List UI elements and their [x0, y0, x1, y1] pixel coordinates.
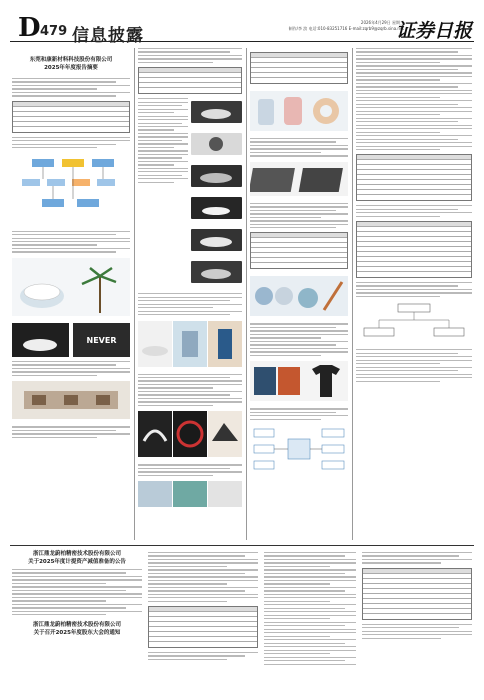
- newspaper-logo: 证券日报: [395, 20, 472, 42]
- product-photo: [191, 101, 242, 123]
- text-block: [148, 552, 258, 602]
- section-divider: [10, 545, 474, 546]
- column-divider: [246, 48, 247, 540]
- data-table: [250, 52, 348, 84]
- product-photo-pads: [250, 162, 348, 196]
- product-photo: [191, 133, 242, 155]
- photo-strip-design: [138, 411, 242, 457]
- data-table: [250, 232, 348, 269]
- data-table: [362, 568, 472, 620]
- text-block: [12, 569, 142, 615]
- text-block: [12, 231, 130, 253]
- contact-line: 制作/李 滨 电话:010-83251716 E-mail:zqrb9@zqrb.sina.net: [288, 26, 404, 31]
- photo-caption-text: NEVER: [86, 335, 117, 345]
- product-photo: [191, 165, 242, 187]
- page-number: 479: [40, 24, 68, 39]
- announcement-title-line1: 浙江鼎龙蔚柏精密技术股份有限公司: [32, 622, 121, 629]
- bottom-column-3: [264, 552, 356, 667]
- column-3: [250, 48, 348, 480]
- text-block: [250, 138, 348, 157]
- product-photo-milk-and-palm: [12, 258, 130, 316]
- product-photo-powder: [12, 323, 69, 357]
- structure-diagram: [356, 302, 472, 342]
- announcement-title: [12, 621, 142, 637]
- text-block: [148, 652, 258, 660]
- text-block: [356, 349, 472, 382]
- text-block: [12, 137, 130, 149]
- section-title: 信息披露: [72, 26, 144, 46]
- date-line: 2026年4月29日 星期三: [360, 20, 404, 25]
- article-title-line2: 2025年年度报告摘要: [44, 65, 98, 71]
- column-1: [12, 48, 130, 440]
- text-block: [250, 408, 348, 420]
- data-table: [148, 606, 258, 648]
- product-photo: [191, 197, 242, 219]
- text-block: [138, 464, 242, 476]
- product-photo-kitchenware: [250, 276, 348, 316]
- article-title: [12, 56, 130, 72]
- article-title-line1: 东莞和康新材料科技股份有限公司: [29, 57, 113, 63]
- text-block: [250, 323, 348, 356]
- product-photo-baby-bottle: [250, 91, 348, 131]
- text-block: [138, 48, 242, 63]
- text-block: [138, 98, 188, 290]
- announcement-title-line2: 关于2025年度计提资产减值准备的公告: [28, 559, 126, 565]
- text-block: [356, 48, 472, 150]
- product-photo: [191, 261, 242, 283]
- product-photo-never: [73, 323, 130, 357]
- column-4: [356, 48, 472, 384]
- column-divider: [352, 48, 353, 540]
- text-block: [362, 552, 472, 564]
- text-block: [264, 552, 356, 665]
- text-block: [356, 205, 472, 217]
- text-block: [12, 361, 130, 376]
- text-block: [138, 374, 242, 407]
- data-table: [138, 67, 242, 94]
- announcement-title-line1: 浙江鼎龙蔚柏精密技术股份有限公司: [32, 551, 121, 557]
- bottom-column-1: [12, 550, 142, 637]
- text-block: [12, 78, 130, 97]
- announcement-title: [12, 550, 142, 566]
- bottom-column-2: [148, 552, 258, 662]
- product-photo-apparel: [250, 361, 348, 401]
- data-table: [356, 154, 472, 201]
- photo-strip-tableware: [138, 321, 242, 367]
- header-meta: [289, 20, 404, 32]
- flowchart-diagram: [12, 154, 130, 224]
- section-letter: D: [18, 13, 41, 43]
- text-block: [362, 624, 472, 639]
- text-block: [12, 426, 130, 438]
- factory-photo: [12, 381, 130, 419]
- text-block: [356, 282, 472, 297]
- text-block: [250, 203, 348, 229]
- process-diagram: [250, 425, 348, 473]
- bottom-column-4: [362, 552, 472, 641]
- data-table: [12, 101, 130, 133]
- announcement-title-line2: 关于召开2025年度股东大会的通知: [33, 630, 121, 637]
- photo-strip-glass: [138, 481, 242, 507]
- page-header: [10, 13, 474, 46]
- text-block: [138, 293, 242, 315]
- column-2: [138, 48, 242, 514]
- column-divider: [134, 48, 135, 540]
- data-table: [356, 221, 472, 278]
- product-photo: [191, 229, 242, 251]
